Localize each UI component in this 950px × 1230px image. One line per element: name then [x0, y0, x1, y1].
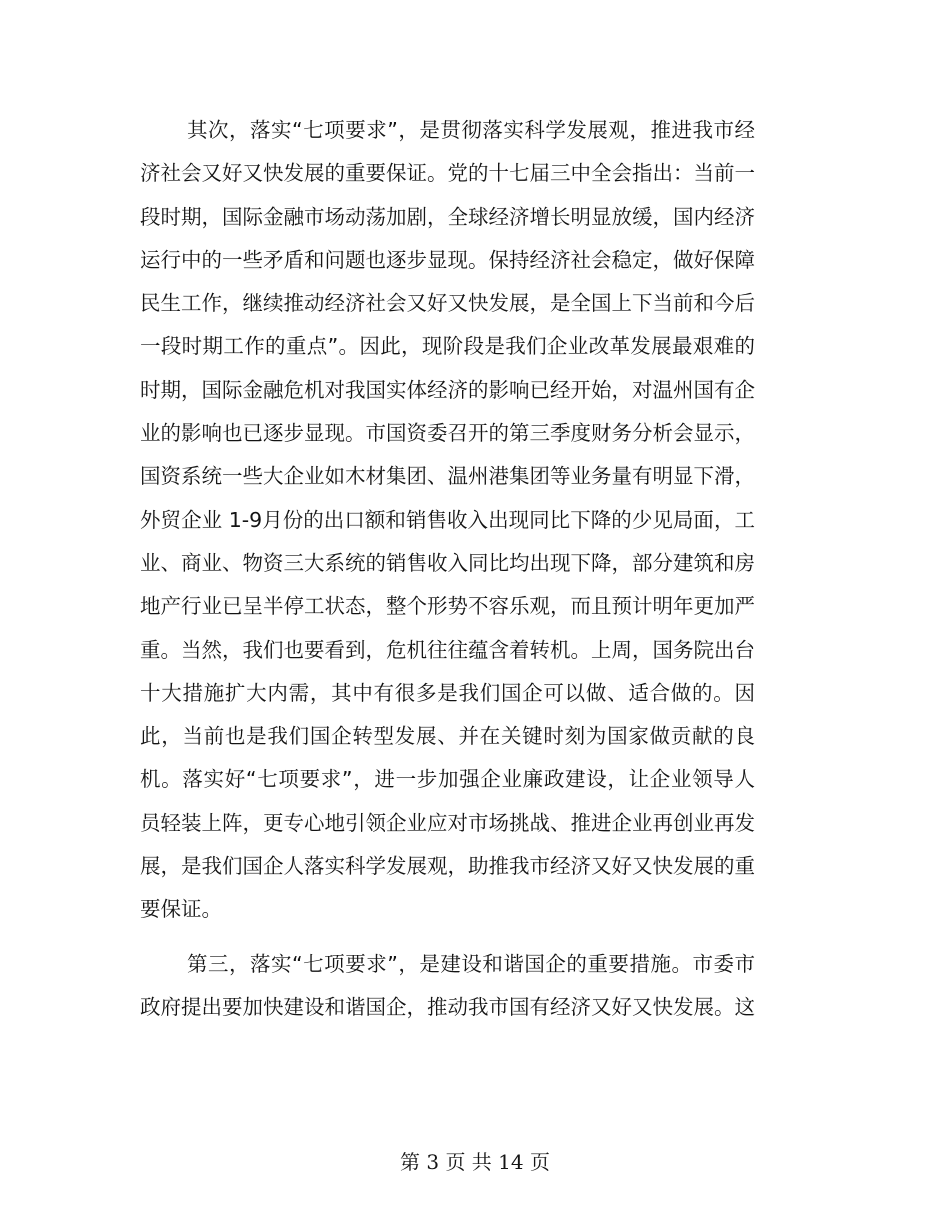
text-line: 要保证。 [140, 897, 222, 922]
text-line: 时期，国际金融危机对我国实体经济的影响已经开始，对温州国有企 [140, 377, 755, 402]
text-line: 一段时期工作的重点”。因此，现阶段是我们企业改革发展最艰难的 [140, 334, 755, 359]
text-line: 机。落实好“七项要求”，进一步加强企业廉政建设，让企业领导人 [140, 767, 755, 792]
text-line: 其次，落实“七项要求”，是贯彻落实科学发展观，推进我市经 [187, 118, 755, 142]
text-line: 济社会又好又快发展的重要保证。党的十七届三中全会指出：当前一 [140, 161, 755, 186]
text-line: 业的影响也已逐步显现。市国资委召开的第三季度财务分析会显示， [140, 421, 755, 446]
text-line: 外贸企业 1-9月份的出口额和销售收入出现同比下降的少见局面，工 [140, 507, 755, 532]
page-number-footer: 第 3 页 共 14 页 [400, 1150, 550, 1174]
text-line: 此，当前也是我们国企转型发展、并在关键时刻为国家做贡献的良 [140, 724, 755, 749]
text-line: 展，是我们国企人落实科学发展观，助推我市经济又好又快发展的重 [140, 854, 755, 879]
text-line: 第三，落实“七项要求”，是建设和谐国企的重要措施。市委市 [187, 951, 755, 976]
text-line: 地产行业已呈半停工状态，整个形势不容乐观，而且预计明年更加严 [140, 594, 755, 619]
text-line: 业、商业、物资三大系统的销售收入同比均出现下降，部分建筑和房 [140, 550, 755, 575]
text-line: 民生工作，继续推动经济社会又好又快发展，是全国上下当前和今后 [140, 291, 755, 316]
text-line: 政府提出要加快建设和谐国企，推动我市国有经济又好又快发展。这 [140, 994, 755, 1019]
text-line: 员轻装上阵，更专心地引领企业应对市场挑战、推进企业再创业再发 [140, 810, 755, 835]
text-line: 国资系统一些大企业如木材集团、温州港集团等业务量有明显下滑， [140, 464, 755, 489]
text-line: 重。当然，我们也要看到，危机往往蕴含着转机。上周，国务院出台 [140, 637, 755, 662]
text-line: 十大措施扩大内需，其中有很多是我们国企可以做、适合做的。因 [140, 680, 755, 705]
text-line: 段时期，国际金融市场动荡加剧，全球经济增长明显放缓，国内经济 [140, 204, 755, 229]
body-text [140, 110, 755, 1030]
text-line: 运行中的一些矛盾和问题也逐步显现。保持经济社会稳定，做好保障 [140, 247, 755, 272]
